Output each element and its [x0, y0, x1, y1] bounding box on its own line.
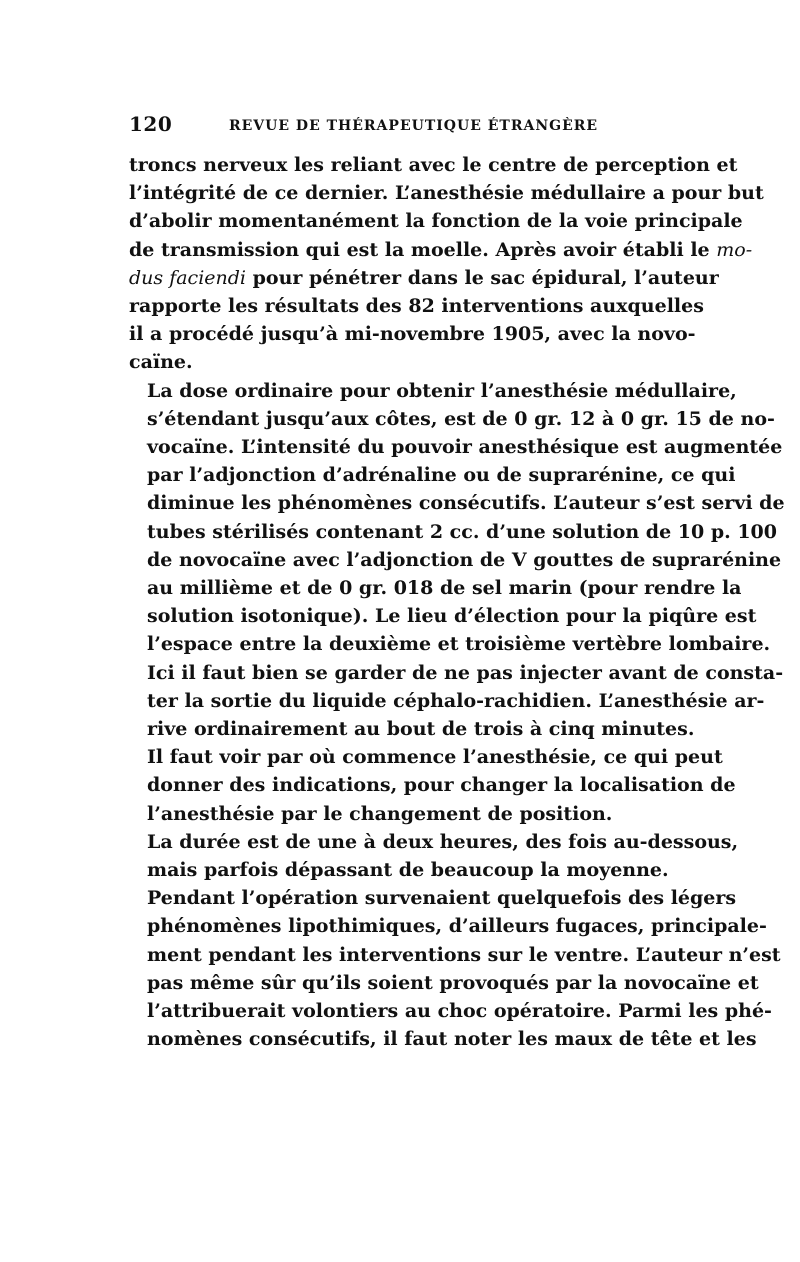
body-text: [129, 151, 785, 1054]
text-segment: de transmission qui est la moelle. Après avoir établi le: [129, 238, 717, 261]
text-line: diminue les phénomènes consécutifs. L’auteur s’est servi de: [147, 492, 785, 515]
text-line: d’abolir momentanément la fonction de la voie principale: [129, 210, 743, 233]
page-header: [129, 112, 673, 142]
text-line: Il faut voir par où commence l’anesthésie, ce qui peut: [147, 746, 723, 769]
text-line: Pendant l’opération survenaient quelquefois des légers: [147, 887, 737, 910]
page-number: 120: [129, 112, 173, 136]
text-line: vocaïne. L’intensité du pouvoir anesthésique est augmentée: [147, 436, 783, 459]
text-line: l’anesthésie par le changement de position.: [147, 802, 613, 825]
paragraph-2: [129, 377, 785, 744]
paragraph-3: [129, 743, 736, 828]
text-line: caïne.: [129, 351, 193, 374]
italic-term: dus faciendi: [129, 266, 246, 289]
text-line: l’intégrité de ce dernier. L’anesthésie médullaire a pour but: [129, 182, 764, 205]
paragraph-1: [129, 151, 764, 377]
text-line: nomènes consécutifs, il faut noter les maux de tête et les: [147, 1028, 757, 1051]
text-line: pas même sûr qu’ils soient provoqués par la novocaïne et: [147, 971, 759, 994]
text-line: l’attribuerait volontiers au choc opératoire. Parmi les phé-: [147, 1000, 772, 1023]
text-line: Ici il faut bien se garder de ne pas injecter avant de consta-: [147, 661, 784, 684]
text-line: il a procédé jusqu’à mi-novembre 1905, avec la novo-: [129, 323, 696, 346]
text-line: ter la sortie du liquide céphalo-rachidien. L’anesthésie ar-: [147, 689, 765, 712]
text-line: tubes stérilisés contenant 2 cc. d’une solution de 10 p. 100: [147, 520, 777, 543]
text-line: troncs nerveux les reliant avec le centre de perception et: [129, 154, 738, 176]
text-line: par l’adjonction d’adrénaline ou de suprarénine, ce qui: [147, 464, 736, 487]
italic-term: mo-: [716, 238, 753, 261]
paragraph-4: [129, 828, 739, 884]
text-line: La durée est de une à deux heures, des fois au-dessous,: [147, 830, 739, 853]
text-line: l’espace entre la deuxième et troisième vertèbre lombaire.: [147, 633, 771, 656]
text-line: rive ordinairement au bout de trois à cinq minutes.: [147, 718, 695, 741]
text-line: solution isotonique). Le lieu d’élection pour la piqûre est: [147, 605, 757, 628]
text-line: donner des indications, pour changer la localisation de: [147, 774, 736, 797]
text-line: mais parfois dépassant de beaucoup la moyenne.: [147, 859, 669, 882]
text-line: s’étendant jusqu’aux côtes, est de 0 gr. 12 à 0 gr. 15 de no-: [147, 407, 775, 430]
text-line: ment pendant les interventions sur le ventre. L’auteur n’est: [147, 943, 781, 966]
text-line: La dose ordinaire pour obtenir l’anesthésie médullaire,: [147, 379, 737, 402]
text-line-with-italic: [129, 236, 753, 264]
paragraph-5: [129, 884, 781, 1053]
text-line: au millième et de 0 gr. 018 de sel marin (pour rendre la: [147, 577, 742, 600]
text-line: rapporte les résultats des 82 interventions auxquelles: [129, 295, 704, 318]
text-segment: pour pénétrer dans le sac épidural, l’auteur: [246, 266, 719, 289]
running-title: REVUE DE THÉRAPEUTIQUE ÉTRANGÈRE: [229, 118, 599, 134]
text-line: phénomènes lipothimiques, d’ailleurs fugaces, principale-: [147, 915, 767, 938]
text-line: de novocaïne avec l’adjonction de V gouttes de suprarénine: [147, 548, 782, 571]
text-line-with-italic: [129, 264, 719, 292]
